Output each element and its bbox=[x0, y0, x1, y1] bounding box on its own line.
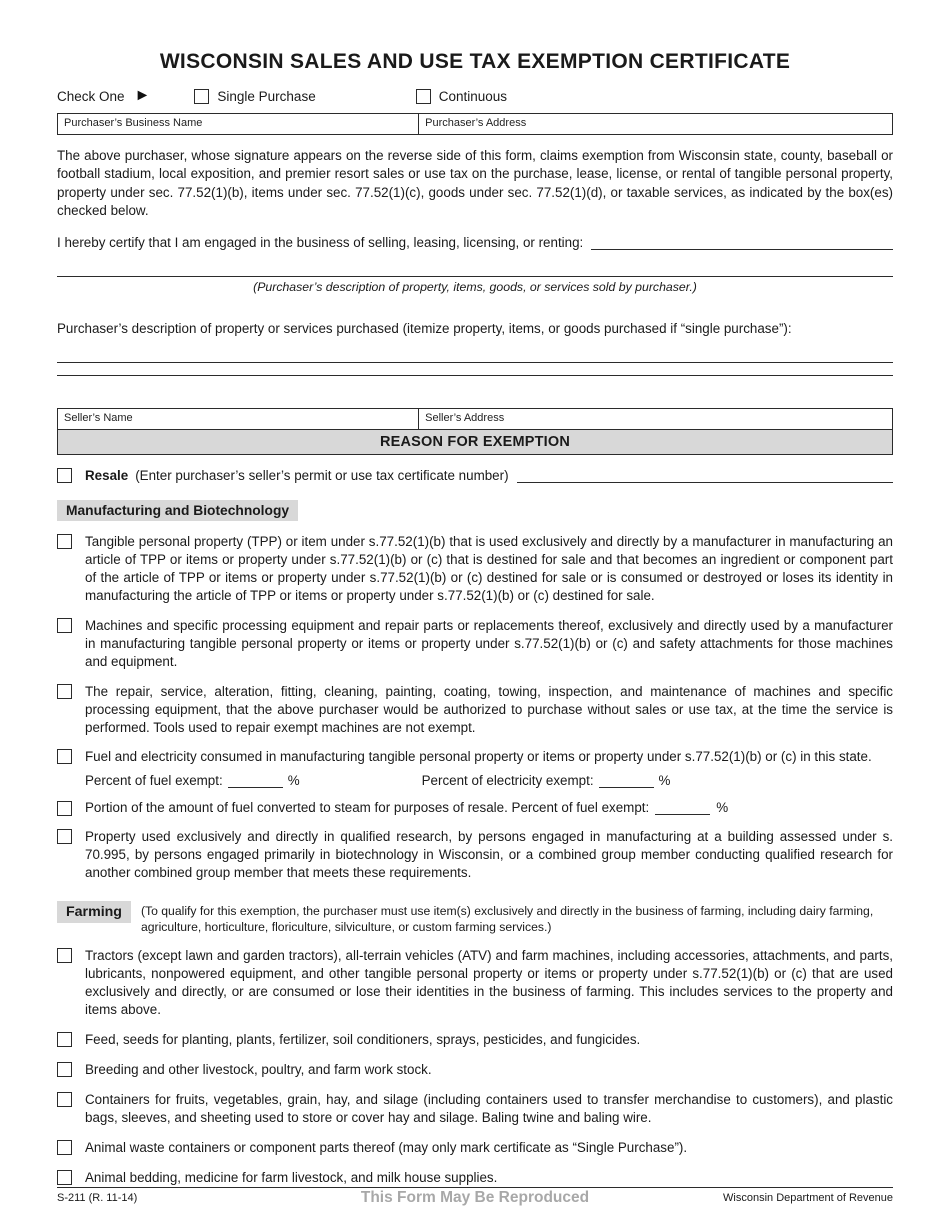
sold-description-line[interactable] bbox=[57, 276, 893, 277]
purchased-description-line-2[interactable] bbox=[57, 363, 893, 376]
seller-name-label: Seller’s Name bbox=[64, 411, 133, 424]
purchaser-box bbox=[57, 113, 893, 135]
check-one-row bbox=[57, 88, 893, 104]
mfg-item-5-text: Portion of the amount of fuel converted to steam for purposes of resale. Percent of fuel exempt: bbox=[85, 800, 650, 816]
check-one-label: Check One bbox=[57, 88, 125, 104]
farm-item-3 bbox=[57, 1061, 893, 1079]
farm-item-6-checkbox[interactable] bbox=[57, 1170, 72, 1185]
mfg-item-6-checkbox[interactable] bbox=[57, 829, 72, 844]
purchased-description-label: Purchaser’s description of property or services purchased (itemize property, items, or goods purchased if “single purchase”): bbox=[57, 321, 792, 337]
farming-section-note: (To qualify for this exemption, the purchaser must use item(s) exclusively and directly in the business of farming, including dairy farming, agriculture, horticulture, floriculture, silviculture, or custom farming services.) bbox=[140, 904, 874, 935]
farm-item-5-text: Animal waste containers or component parts thereof (may only mark certificate as “Single Purchase”). bbox=[85, 1140, 688, 1156]
farm-item-5-checkbox[interactable] bbox=[57, 1140, 72, 1155]
form-number: S-211 (R. 11-14) bbox=[57, 1192, 138, 1204]
mfg-item-6 bbox=[57, 828, 893, 882]
resale-detail: (Enter purchaser’s seller’s permit or use tax certificate number) bbox=[135, 467, 509, 483]
seller-address-field[interactable] bbox=[419, 409, 892, 429]
sold-caption: (Purchaser’s description of property, items, goods, or services sold by purchaser.) bbox=[253, 280, 697, 295]
resale-label: Resale bbox=[85, 467, 129, 483]
farm-item-5 bbox=[57, 1139, 893, 1157]
mfg-item-1 bbox=[57, 533, 893, 605]
farm-item-1 bbox=[57, 947, 893, 1019]
resale-item bbox=[57, 468, 893, 483]
purchased-description-line-1[interactable] bbox=[57, 350, 893, 363]
farm-item-1-text: Tractors (except lawn and garden tractors), all-terrain vehicles (ATV) and farm machines, including accessories, attachments, and parts, lubricants, nonpowered equipment, and other tangible personal property or items or property under s.77.52(1)(b) or (c) that are used exclusively and directly, or are consumed or lose their identities in the business of farming. This includes services to the property and items above. bbox=[85, 948, 893, 1018]
mfg-item-4 bbox=[57, 748, 893, 788]
continuous-checkbox[interactable] bbox=[416, 89, 431, 104]
farming-section-header-row bbox=[57, 901, 893, 935]
electricity-percent-label: Percent of electricity exempt: bbox=[421, 773, 594, 789]
farm-item-2-checkbox[interactable] bbox=[57, 1032, 72, 1047]
mfg-item-3-text: The repair, service, alteration, fitting, cleaning, painting, coating, towing, inspection, and maintenance of machines and specific processing equipment, that the above purchaser would be authorized to purchase without sales or use tax, at the time the service is performed. Tools used to repair exempt machines are not exempt. bbox=[85, 683, 893, 735]
continuous-label: Continuous bbox=[438, 88, 508, 104]
form-footer bbox=[57, 1187, 893, 1204]
reproduce-notice: This Form May Be Reproduced bbox=[360, 1189, 590, 1206]
farm-item-2 bbox=[57, 1031, 893, 1049]
form-title: WISCONSIN SALES AND USE TAX EXEMPTION CERTIFICATE bbox=[159, 50, 791, 73]
farm-item-2-text: Feed, seeds for planting, plants, fertilizer, soil conditioners, sprays, pesticides, and fungicides. bbox=[85, 1032, 641, 1048]
fuel-percent-input-line[interactable] bbox=[228, 775, 283, 788]
mfg-item-3-checkbox[interactable] bbox=[57, 684, 72, 699]
seller-name-field[interactable] bbox=[58, 409, 419, 429]
farm-item-4-checkbox[interactable] bbox=[57, 1092, 72, 1107]
mfg-item-4-checkbox[interactable] bbox=[57, 749, 72, 764]
farming-section-header: Farming bbox=[57, 901, 131, 923]
fuel-percent-label: Percent of fuel exempt: bbox=[85, 773, 223, 789]
sold-caption-block bbox=[57, 276, 893, 294]
mfg-item-3 bbox=[57, 683, 893, 737]
reason-for-exemption-header: REASON FOR EXEMPTION bbox=[57, 430, 893, 455]
business-description-input-line[interactable] bbox=[591, 235, 893, 250]
intro-paragraph: The above purchaser, whose signature appears on the reverse side of this form, claims exemption from Wisconsin state, county, baseball or football stadium, local exposition, and premier resort sales or use tax on the purchase, lease, license, or rental of tangible personal property, property under sec. 77.52(1)(b), items under sec. 77.52(1)(c), goods under sec. 77.52(1)(d), or taxable services, as indicated by the box(es) checked below. bbox=[57, 147, 893, 219]
purchaser-address-field[interactable] bbox=[419, 114, 892, 134]
electricity-percent-input-line[interactable] bbox=[599, 775, 654, 788]
seller-box bbox=[57, 408, 893, 430]
mfg-item-1-checkbox[interactable] bbox=[57, 534, 72, 549]
purchaser-business-name-label: Purchaser’s Business Name bbox=[64, 117, 203, 129]
mfg-item-2 bbox=[57, 617, 893, 671]
mfg-item-5-checkbox[interactable] bbox=[57, 801, 72, 816]
farm-item-6 bbox=[57, 1169, 893, 1187]
arrow-right-icon: ► bbox=[134, 87, 151, 104]
manufacturing-section-header: Manufacturing and Biotechnology bbox=[57, 500, 298, 521]
mfg-item-4-text: Fuel and electricity consumed in manufacturing tangible personal property or items or property under s.77.52(1)(b) or (c) in this state. bbox=[85, 749, 872, 765]
mfg-item-5-text-row bbox=[85, 800, 893, 815]
mfg-item-1-text: Tangible personal property (TPP) or item under s.77.52(1)(b) that is used exclusively and directly by a manufacturer in manufacturing an article of TPP or items or property under s.77.52(1)(b) or (c) that is destined for sale and that becomes an ingredient or component part of the article of TPP or items or property under s.77.52(1)(b) or (c) destined for sale or is consumed or destroyed or loses its identity in manufacturing the article of TPP or items or property under s.77.52(1)(b) or (c) destined for sale. bbox=[85, 533, 893, 603]
mfg-item-2-text: Machines and specific processing equipment and repair parts or replacements thereof, exclusively and directly used by a manufacturer in manufacturing tangible personal property or items or property under s.77.52(1)(b) or (c) and safety attachments for those machines and equipment. bbox=[85, 617, 893, 669]
fuel-percent-unit: % bbox=[287, 773, 300, 789]
mfg-item-6-text: Property used exclusively and directly in qualified research, by persons engaged in manufacturing at a building assessed under s. 70.995, by persons engaged primarily in biotechnology in Wisconsin, or a combined group member conducting qualified research for another combined group member that meets these requirements. bbox=[85, 829, 893, 881]
mfg-item-5 bbox=[57, 800, 893, 816]
farm-item-4 bbox=[57, 1091, 893, 1127]
certify-row bbox=[57, 235, 893, 250]
farm-item-6-text: Animal bedding, medicine for farm livestock, and milk house supplies. bbox=[85, 1170, 498, 1186]
purchaser-address-label: Purchaser’s Address bbox=[425, 117, 527, 129]
farm-item-4-text: Containers for fruits, vegetables, grain, hay, and silage (including containers used to transfer merchandise to customers), and plastic bags, sleeves, and sheeting used to store or cover hay and silage. Baling twine and baling wire. bbox=[85, 1092, 893, 1126]
electricity-percent-unit: % bbox=[658, 773, 671, 789]
purchaser-business-name-field[interactable] bbox=[58, 114, 419, 134]
department-name: Wisconsin Department of Revenue bbox=[723, 1192, 893, 1204]
steam-fuel-percent-input-line[interactable] bbox=[655, 802, 710, 815]
farm-item-1-checkbox[interactable] bbox=[57, 948, 72, 963]
single-purchase-label: Single Purchase bbox=[217, 88, 316, 104]
resale-permit-number-input-line[interactable] bbox=[517, 468, 893, 483]
farm-item-3-checkbox[interactable] bbox=[57, 1062, 72, 1077]
fuel-electricity-percent-row bbox=[85, 773, 893, 788]
resale-checkbox[interactable] bbox=[57, 468, 72, 483]
mfg-item-2-checkbox[interactable] bbox=[57, 618, 72, 633]
steam-fuel-percent-unit: % bbox=[716, 800, 729, 816]
farm-item-3-text: Breeding and other livestock, poultry, and farm work stock. bbox=[85, 1062, 432, 1078]
seller-address-label: Seller’s Address bbox=[425, 411, 505, 424]
single-purchase-checkbox[interactable] bbox=[194, 89, 209, 104]
certify-text: I hereby certify that I am engaged in the business of selling, leasing, licensing, or renting: bbox=[57, 235, 584, 251]
